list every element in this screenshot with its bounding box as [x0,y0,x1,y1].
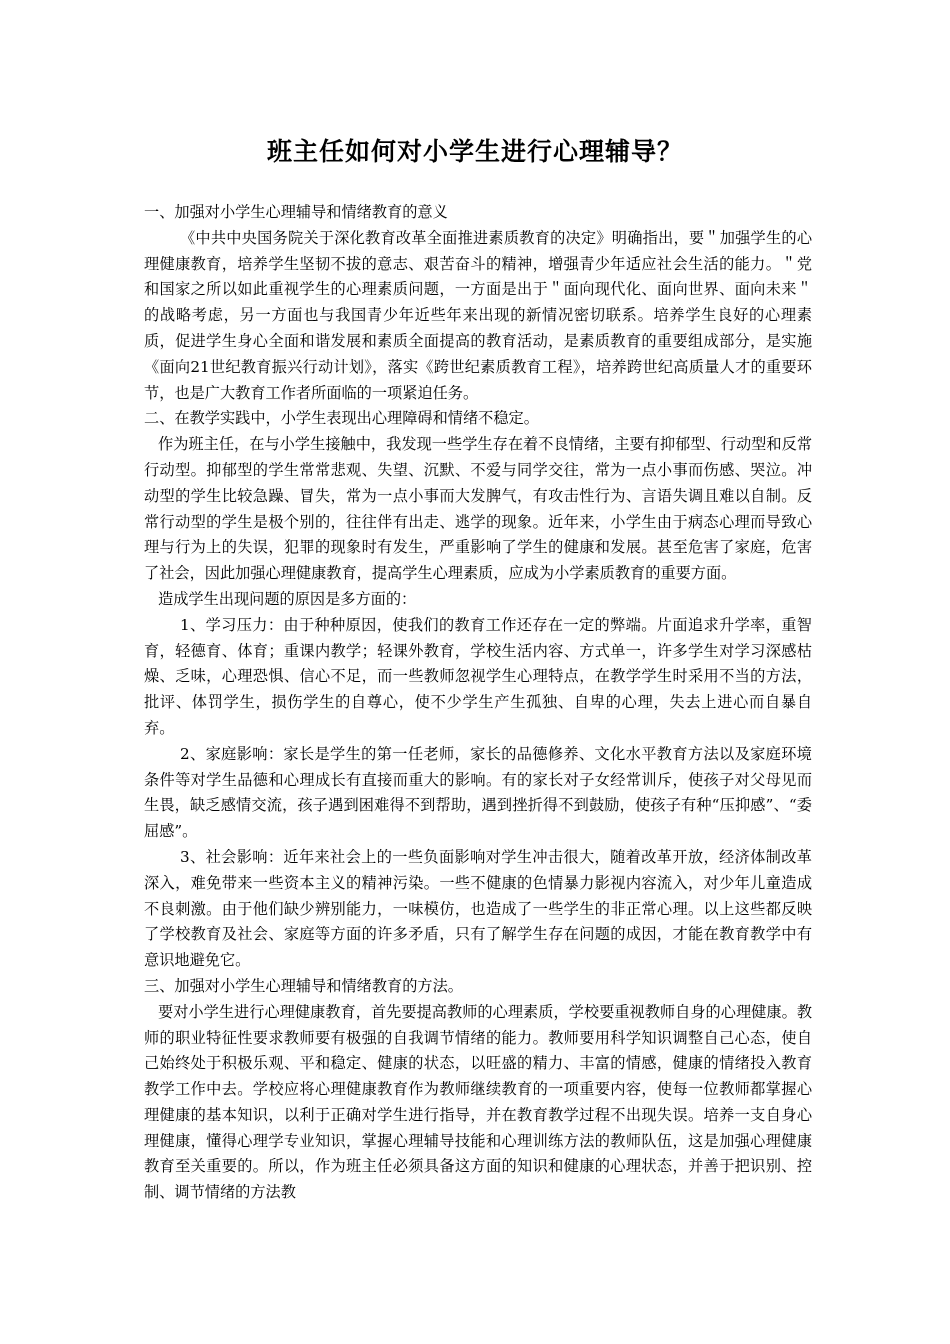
paragraph-methods: 要对小学生进行心理健康教育，首先要提高教师的心理素质，学校要重视教师自身的心理健康。教师的职业特征性要求教师要有极强的自我调节情绪的能力。教师要用科学知识调整自己心态，使自己始终处于积极乐观、平和稳定、健康的状态，以旺盛的精力、丰富的情感，健康的情绪投入教育教学工作中去。学校应将心理健康教育作为教师继续教育的一项重要内容，使每一位教师都掌握心理健康的基本知识，以利于正确对学生进行指导，并在教育教学过程不出现失误。培养一支自身心理健康，懂得心理学专业知识，掌握心理辅导技能和心理训练方法的教师队伍，这是加强心理健康教育至关重要的。所以，作为班主任必须具备这方面的知识和健康的心理状态，并善于把识别、控制、调节情绪的方法教 [144,1002,812,1202]
paragraph-cause-study-pressure: 1、学习压力：由于种种原因，使我们的教育工作还存在一定的弊端。片面追求升学率，重智育，轻德育、体育；重课内教学；轻课外教育，学校生活内容、方式单一，许多学生对学习深感枯燥、乏味，心理恐惧、信心不足，而一些教师忽视学生心理特点，在教学学生时采用不当的方法，批评、体罚学生，损伤学生的自尊心，使不少学生产生孤独、自卑的心理，失去上进心而自暴自弃。 [144,615,812,737]
section-heading-2: 二、在教学实践中，小学生表现出心理障碍和情绪不稳定。 [144,409,539,428]
section-heading-1: 一、加强对小学生心理辅导和情绪教育的意义 [144,203,448,221]
paragraph-emotion-types: 作为班主任，在与小学生接触中，我发现一些学生存在着不良情绪，主要有抑郁型、行动型和反常行动型。抑郁型的学生常常悲观、失望、沉默、不爱与同学交往，常为一点小事而伤感、哭泣。冲动型的学生比较急躁、冒失，常为一点小事而大发脾气，有攻击性行为、言语失调且难以自制。反常行动型的学生是极个别的，往往伴有出走、逃学的现象。近年来，小学生由于病态心理而导致心理与行为上的失误，犯罪的现象时有发生，严重影响了学生的健康和发展。甚至危害了家庭，危害了社会，因此加强心理健康教育，提高学生心理素质，应成为小学素质教育的重要方面。 [144,435,812,583]
document-title: 班主任如何对小学生进行心理辅导？ [266,137,683,166]
paragraph-causes-intro: 造成学生出现问题的原因是多方面的： [158,589,417,608]
paragraph-cause-family: 2、家庭影响：家长是学生的第一任老师，家长的品德修养、文化水平教育方法以及家庭环境条件等对学生品德和心理成长有直接而重大的影响。有的家长对子女经常训斥，使孩子对父母见而生畏，缺乏感情交流，孩子遇到困难得不到帮助，遇到挫折得不到鼓励，使孩子有种“压抑感”、“委屈感”。 [144,744,812,841]
section-heading-3: 三、加强对小学生心理辅导和情绪教育的方法。 [144,976,463,995]
document-body [144,200,812,1206]
paragraph-cause-society: 3、社会影响：近年来社会上的一些负面影响对学生冲击很大，随着改革开放，经济体制改革深入，难免带来一些资本主义的精神污染。一些不健康的色情暴力影视内容流入，对少年儿童造成不良刺激。由于他们缺少辨别能力，一味模仿，也造成了一些学生的非正常心理。以上这些都反映了学校教育及社会、家庭等方面的许多矛盾，只有了解学生存在问题的成因，才能在教育教学中有意识地避免它。 [144,847,812,970]
paragraph-significance: 《中共中央国务院关于深化教育改革全面推进素质教育的决定》明确指出，要＂加强学生的心理健康教育，培养学生坚韧不拔的意志、艰苦奋斗的精神，增强青少年适应社会生活的能力。＂党和国家之所以如此重视学生的心理素质问题，一方面是出于＂面向现代化、面向世界、面向未来＂的战略考虑，另一方面也与我国青少年近些年来出现的新情况密切联系。培养学生良好的心理素质，促进学生身心全面和谐发展和素质全面提高的教育活动，是素质教育的重要组成部分，是实施《面向21世纪教育振兴行动计划》，落实《跨世纪素质教育工程》，培养跨世纪高质量人才的重要环节，也是广大教育工作者所面临的一项紧迫任务。 [144,228,812,402]
